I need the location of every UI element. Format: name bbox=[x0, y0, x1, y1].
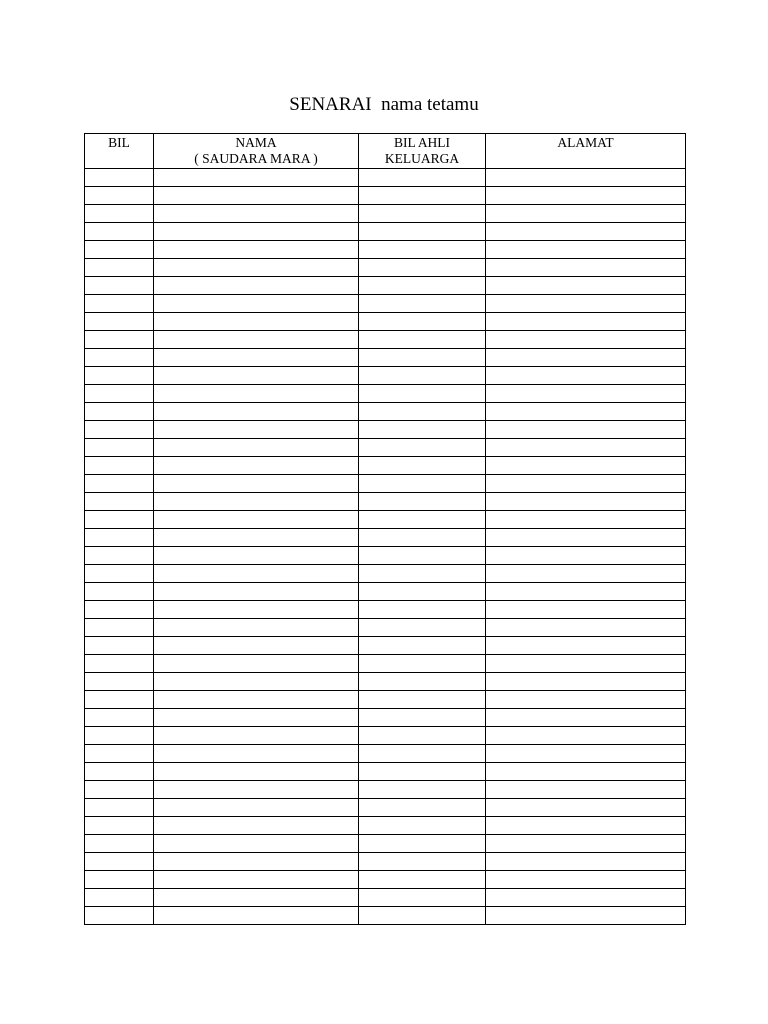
cell-bil-ahli-keluarga bbox=[359, 511, 486, 529]
cell-alamat bbox=[486, 439, 686, 457]
cell-nama bbox=[154, 727, 359, 745]
table-row bbox=[85, 331, 686, 349]
table-row bbox=[85, 439, 686, 457]
cell-alamat bbox=[486, 457, 686, 475]
cell-bil-ahli-keluarga bbox=[359, 565, 486, 583]
cell-alamat bbox=[486, 691, 686, 709]
table-body bbox=[85, 169, 686, 925]
cell-nama bbox=[154, 529, 359, 547]
cell-nama bbox=[154, 313, 359, 331]
cell-bil bbox=[85, 421, 154, 439]
cell-bil bbox=[85, 475, 154, 493]
cell-bil-ahli-keluarga bbox=[359, 223, 486, 241]
table-row bbox=[85, 295, 686, 313]
cell-alamat bbox=[486, 529, 686, 547]
cell-bil-ahli-keluarga bbox=[359, 439, 486, 457]
table-row bbox=[85, 169, 686, 187]
cell-bil-ahli-keluarga bbox=[359, 835, 486, 853]
cell-nama bbox=[154, 655, 359, 673]
cell-bil-ahli-keluarga bbox=[359, 781, 486, 799]
cell-alamat bbox=[486, 313, 686, 331]
table-row bbox=[85, 277, 686, 295]
cell-nama bbox=[154, 565, 359, 583]
cell-alamat bbox=[486, 331, 686, 349]
cell-nama bbox=[154, 457, 359, 475]
header-nama-label: NAMA bbox=[235, 135, 277, 150]
table-row bbox=[85, 421, 686, 439]
table-row bbox=[85, 871, 686, 889]
cell-bil bbox=[85, 457, 154, 475]
cell-alamat bbox=[486, 583, 686, 601]
cell-nama bbox=[154, 511, 359, 529]
cell-nama bbox=[154, 169, 359, 187]
cell-alamat bbox=[486, 547, 686, 565]
cell-bil-ahli-keluarga bbox=[359, 385, 486, 403]
cell-bil bbox=[85, 619, 154, 637]
table-header-row bbox=[85, 134, 686, 169]
cell-nama bbox=[154, 259, 359, 277]
cell-alamat bbox=[486, 709, 686, 727]
header-alamat-label: ALAMAT bbox=[557, 135, 614, 150]
cell-bil-ahli-keluarga bbox=[359, 421, 486, 439]
cell-bil-ahli-keluarga bbox=[359, 475, 486, 493]
table-row bbox=[85, 241, 686, 259]
cell-bil-ahli-keluarga bbox=[359, 763, 486, 781]
table-row bbox=[85, 205, 686, 223]
cell-nama bbox=[154, 403, 359, 421]
cell-bil bbox=[85, 259, 154, 277]
cell-bil-ahli-keluarga bbox=[359, 457, 486, 475]
cell-alamat bbox=[486, 601, 686, 619]
cell-bil bbox=[85, 439, 154, 457]
cell-alamat bbox=[486, 169, 686, 187]
cell-bil-ahli-keluarga bbox=[359, 601, 486, 619]
cell-nama bbox=[154, 889, 359, 907]
cell-bil bbox=[85, 709, 154, 727]
table-row bbox=[85, 907, 686, 925]
cell-bil-ahli-keluarga bbox=[359, 637, 486, 655]
cell-alamat bbox=[486, 673, 686, 691]
cell-alamat bbox=[486, 565, 686, 583]
cell-nama bbox=[154, 439, 359, 457]
cell-bil bbox=[85, 529, 154, 547]
cell-bil-ahli-keluarga bbox=[359, 799, 486, 817]
cell-alamat bbox=[486, 799, 686, 817]
table-row bbox=[85, 889, 686, 907]
cell-nama bbox=[154, 637, 359, 655]
cell-alamat bbox=[486, 241, 686, 259]
cell-nama bbox=[154, 817, 359, 835]
cell-bil bbox=[85, 853, 154, 871]
cell-bil-ahli-keluarga bbox=[359, 547, 486, 565]
cell-bil bbox=[85, 583, 154, 601]
header-bil bbox=[85, 134, 154, 169]
table-row bbox=[85, 259, 686, 277]
table-row bbox=[85, 511, 686, 529]
cell-nama bbox=[154, 583, 359, 601]
table-row bbox=[85, 817, 686, 835]
cell-nama bbox=[154, 907, 359, 925]
table-row bbox=[85, 187, 686, 205]
table-row bbox=[85, 385, 686, 403]
cell-bil bbox=[85, 889, 154, 907]
cell-alamat bbox=[486, 907, 686, 925]
table-row bbox=[85, 853, 686, 871]
cell-alamat bbox=[486, 367, 686, 385]
cell-alamat bbox=[486, 205, 686, 223]
cell-bil-ahli-keluarga bbox=[359, 367, 486, 385]
cell-alamat bbox=[486, 745, 686, 763]
cell-alamat bbox=[486, 475, 686, 493]
cell-bil bbox=[85, 295, 154, 313]
table-row bbox=[85, 457, 686, 475]
cell-bil-ahli-keluarga bbox=[359, 745, 486, 763]
table-row bbox=[85, 493, 686, 511]
cell-bil bbox=[85, 835, 154, 853]
header-bil-ahli-label: BIL AHLI bbox=[393, 135, 451, 150]
cell-bil-ahli-keluarga bbox=[359, 313, 486, 331]
cell-nama bbox=[154, 331, 359, 349]
cell-bil-ahli-keluarga bbox=[359, 349, 486, 367]
cell-bil-ahli-keluarga bbox=[359, 817, 486, 835]
cell-bil bbox=[85, 745, 154, 763]
cell-nama bbox=[154, 205, 359, 223]
cell-bil bbox=[85, 601, 154, 619]
cell-bil-ahli-keluarga bbox=[359, 529, 486, 547]
cell-alamat bbox=[486, 619, 686, 637]
table-row bbox=[85, 727, 686, 745]
cell-nama bbox=[154, 763, 359, 781]
cell-bil bbox=[85, 277, 154, 295]
cell-nama bbox=[154, 367, 359, 385]
table-row bbox=[85, 475, 686, 493]
cell-alamat bbox=[486, 295, 686, 313]
cell-bil-ahli-keluarga bbox=[359, 709, 486, 727]
cell-nama bbox=[154, 799, 359, 817]
cell-bil-ahli-keluarga bbox=[359, 295, 486, 313]
cell-bil-ahli-keluarga bbox=[359, 889, 486, 907]
cell-bil bbox=[85, 727, 154, 745]
cell-bil bbox=[85, 907, 154, 925]
cell-nama bbox=[154, 781, 359, 799]
cell-alamat bbox=[486, 835, 686, 853]
header-nama bbox=[154, 134, 359, 169]
cell-alamat bbox=[486, 187, 686, 205]
table-row bbox=[85, 223, 686, 241]
cell-bil-ahli-keluarga bbox=[359, 907, 486, 925]
cell-bil bbox=[85, 403, 154, 421]
cell-bil bbox=[85, 691, 154, 709]
cell-bil bbox=[85, 871, 154, 889]
cell-nama bbox=[154, 295, 359, 313]
cell-bil-ahli-keluarga bbox=[359, 619, 486, 637]
table-row bbox=[85, 313, 686, 331]
cell-bil-ahli-keluarga bbox=[359, 241, 486, 259]
cell-bil bbox=[85, 637, 154, 655]
cell-nama bbox=[154, 601, 359, 619]
cell-nama bbox=[154, 709, 359, 727]
cell-bil bbox=[85, 673, 154, 691]
table-row bbox=[85, 583, 686, 601]
cell-bil-ahli-keluarga bbox=[359, 727, 486, 745]
table-row bbox=[85, 637, 686, 655]
table-row bbox=[85, 403, 686, 421]
cell-bil-ahli-keluarga bbox=[359, 187, 486, 205]
cell-bil-ahli-keluarga bbox=[359, 871, 486, 889]
cell-bil-ahli-keluarga bbox=[359, 673, 486, 691]
table-row bbox=[85, 349, 686, 367]
cell-alamat bbox=[486, 817, 686, 835]
cell-alamat bbox=[486, 223, 686, 241]
cell-nama bbox=[154, 223, 359, 241]
cell-alamat bbox=[486, 259, 686, 277]
cell-nama bbox=[154, 871, 359, 889]
cell-bil bbox=[85, 781, 154, 799]
cell-bil bbox=[85, 331, 154, 349]
cell-nama bbox=[154, 547, 359, 565]
cell-bil-ahli-keluarga bbox=[359, 691, 486, 709]
cell-alamat bbox=[486, 349, 686, 367]
table-row bbox=[85, 799, 686, 817]
cell-bil bbox=[85, 817, 154, 835]
cell-nama bbox=[154, 853, 359, 871]
cell-alamat bbox=[486, 421, 686, 439]
cell-nama bbox=[154, 475, 359, 493]
cell-nama bbox=[154, 277, 359, 295]
cell-bil-ahli-keluarga bbox=[359, 331, 486, 349]
table-row bbox=[85, 745, 686, 763]
cell-nama bbox=[154, 385, 359, 403]
cell-bil bbox=[85, 385, 154, 403]
table-row bbox=[85, 655, 686, 673]
cell-bil bbox=[85, 511, 154, 529]
cell-bil bbox=[85, 223, 154, 241]
cell-bil-ahli-keluarga bbox=[359, 205, 486, 223]
cell-bil bbox=[85, 547, 154, 565]
table-row bbox=[85, 529, 686, 547]
header-bil-ahli-keluarga bbox=[359, 134, 486, 169]
header-keluarga-label: KELUARGA bbox=[384, 151, 460, 166]
header-bil-label: BIL bbox=[108, 135, 130, 150]
cell-bil bbox=[85, 241, 154, 259]
cell-bil-ahli-keluarga bbox=[359, 259, 486, 277]
table-row bbox=[85, 763, 686, 781]
document-title: SENARAI nama tetamu bbox=[289, 94, 479, 115]
cell-bil bbox=[85, 349, 154, 367]
cell-nama bbox=[154, 493, 359, 511]
cell-nama bbox=[154, 835, 359, 853]
cell-bil bbox=[85, 367, 154, 385]
table-row bbox=[85, 673, 686, 691]
cell-alamat bbox=[486, 385, 686, 403]
cell-bil-ahli-keluarga bbox=[359, 403, 486, 421]
cell-alamat bbox=[486, 853, 686, 871]
cell-alamat bbox=[486, 727, 686, 745]
cell-nama bbox=[154, 673, 359, 691]
cell-bil bbox=[85, 169, 154, 187]
cell-nama bbox=[154, 745, 359, 763]
cell-alamat bbox=[486, 889, 686, 907]
cell-alamat bbox=[486, 493, 686, 511]
cell-alamat bbox=[486, 763, 686, 781]
table-row bbox=[85, 781, 686, 799]
table-row bbox=[85, 691, 686, 709]
cell-bil bbox=[85, 187, 154, 205]
cell-alamat bbox=[486, 871, 686, 889]
cell-alamat bbox=[486, 511, 686, 529]
cell-alamat bbox=[486, 655, 686, 673]
cell-bil-ahli-keluarga bbox=[359, 493, 486, 511]
table-row bbox=[85, 619, 686, 637]
header-alamat bbox=[486, 134, 686, 169]
header-nama-sublabel: ( SAUDARA MARA ) bbox=[194, 151, 318, 166]
cell-nama bbox=[154, 691, 359, 709]
table-row bbox=[85, 547, 686, 565]
table-row bbox=[85, 709, 686, 727]
table-row bbox=[85, 367, 686, 385]
cell-bil-ahli-keluarga bbox=[359, 169, 486, 187]
guest-list-table bbox=[84, 133, 686, 925]
cell-nama bbox=[154, 349, 359, 367]
table-row bbox=[85, 601, 686, 619]
cell-nama bbox=[154, 241, 359, 259]
cell-bil-ahli-keluarga bbox=[359, 655, 486, 673]
cell-alamat bbox=[486, 277, 686, 295]
cell-bil bbox=[85, 205, 154, 223]
cell-bil bbox=[85, 655, 154, 673]
cell-bil-ahli-keluarga bbox=[359, 277, 486, 295]
cell-nama bbox=[154, 187, 359, 205]
cell-alamat bbox=[486, 403, 686, 421]
cell-bil-ahli-keluarga bbox=[359, 583, 486, 601]
cell-nama bbox=[154, 421, 359, 439]
cell-bil bbox=[85, 565, 154, 583]
cell-bil bbox=[85, 799, 154, 817]
cell-nama bbox=[154, 619, 359, 637]
table-row bbox=[85, 835, 686, 853]
cell-bil bbox=[85, 313, 154, 331]
cell-alamat bbox=[486, 781, 686, 799]
cell-bil bbox=[85, 763, 154, 781]
cell-alamat bbox=[486, 637, 686, 655]
table-row bbox=[85, 565, 686, 583]
cell-bil-ahli-keluarga bbox=[359, 853, 486, 871]
cell-bil bbox=[85, 493, 154, 511]
